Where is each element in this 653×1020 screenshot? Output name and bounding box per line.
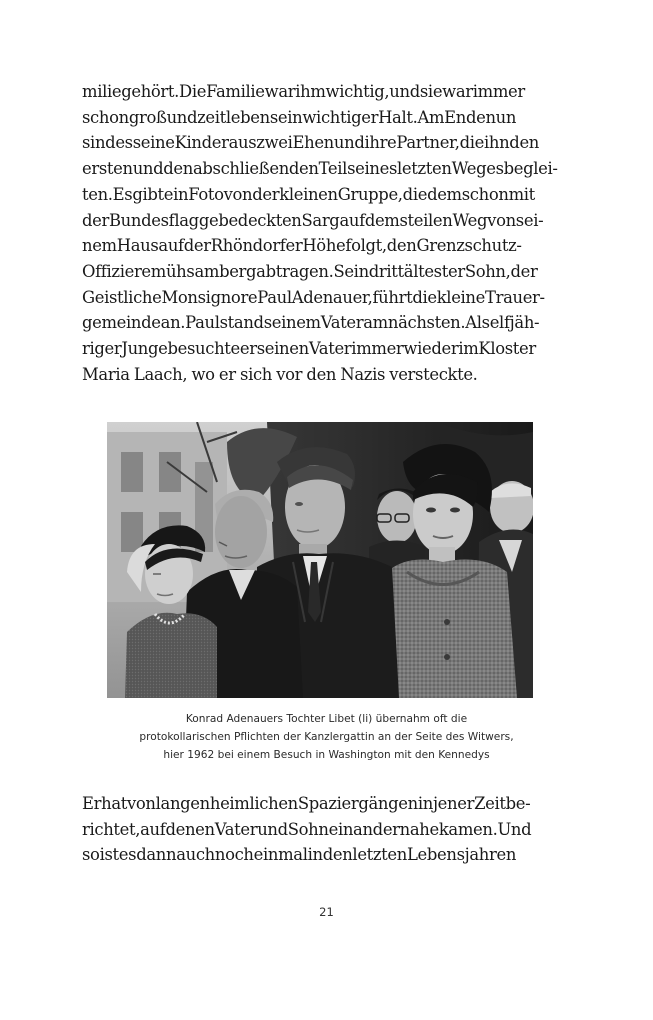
text-line-last: Maria Laach, wo er sich vor den Nazis versteckte. [82,364,478,384]
caption-line: Konrad Adenauers Tochter Libet (li) übernahm oft die [185,713,468,725]
photo-illustration [107,422,533,698]
text-line: nemHausaufderRhöndorferHöhefolgt,denGrenzschutz- [82,236,522,256]
text-line: rigerJungebesuchteerseinenVaterimmerwiederimKloster [82,339,536,359]
text-line: erstenunddenabschließendenTeilseinesletztenWegesbeglei- [82,159,558,179]
text-line: gemeindean.PaulstandseinemVateramnächsten.Alselfjäh- [82,313,540,333]
body-paragraph-bottom [82,791,560,868]
body-paragraph-top [82,79,560,387]
text-line: sindesseineKinderauszweiEhenundihrePartner,dieihnden [82,133,539,153]
text-line: richtet,aufdenenVaterundSohneinandernahekamen.Und [82,819,532,839]
caption-line: hier 1962 bei einem Besuch in Washington mit den Kennedys [163,749,490,761]
black-and-white-photo [107,422,533,698]
page-number: 21 [319,905,334,919]
text-line: derBundesflaggebedecktenSargaufdemsteilenWegvonsei- [82,210,544,230]
text-line: schongroßundzeitlebenseinwichtigerHalt.AmEndenun [82,107,517,127]
text-line: ten.EsgibteinFotovonderkleinenGruppe,diedemschonmit [82,184,535,204]
text-line: miliegehört.DieFamiliewarihmwichtig,undsiewarimmer [82,82,525,101]
text-line: GeistlicheMonsignorePaulAdenauer,führtdiekleineTrauer- [82,287,545,307]
text-line: Offizieremühsambergabtragen.SeindrittältesterSohn,der [82,261,538,281]
caption-line: protokollarischen Pflichten der Kanzlergattin an der Seite des Witwers, [139,731,514,743]
text-line: soistesdannauchnocheinmalindenletztenLebensjahren [82,845,517,865]
text-line: ErhatvonlangenheimlichenSpaziergängeninjenerZeitbe- [82,794,531,813]
photo-caption [80,710,573,764]
